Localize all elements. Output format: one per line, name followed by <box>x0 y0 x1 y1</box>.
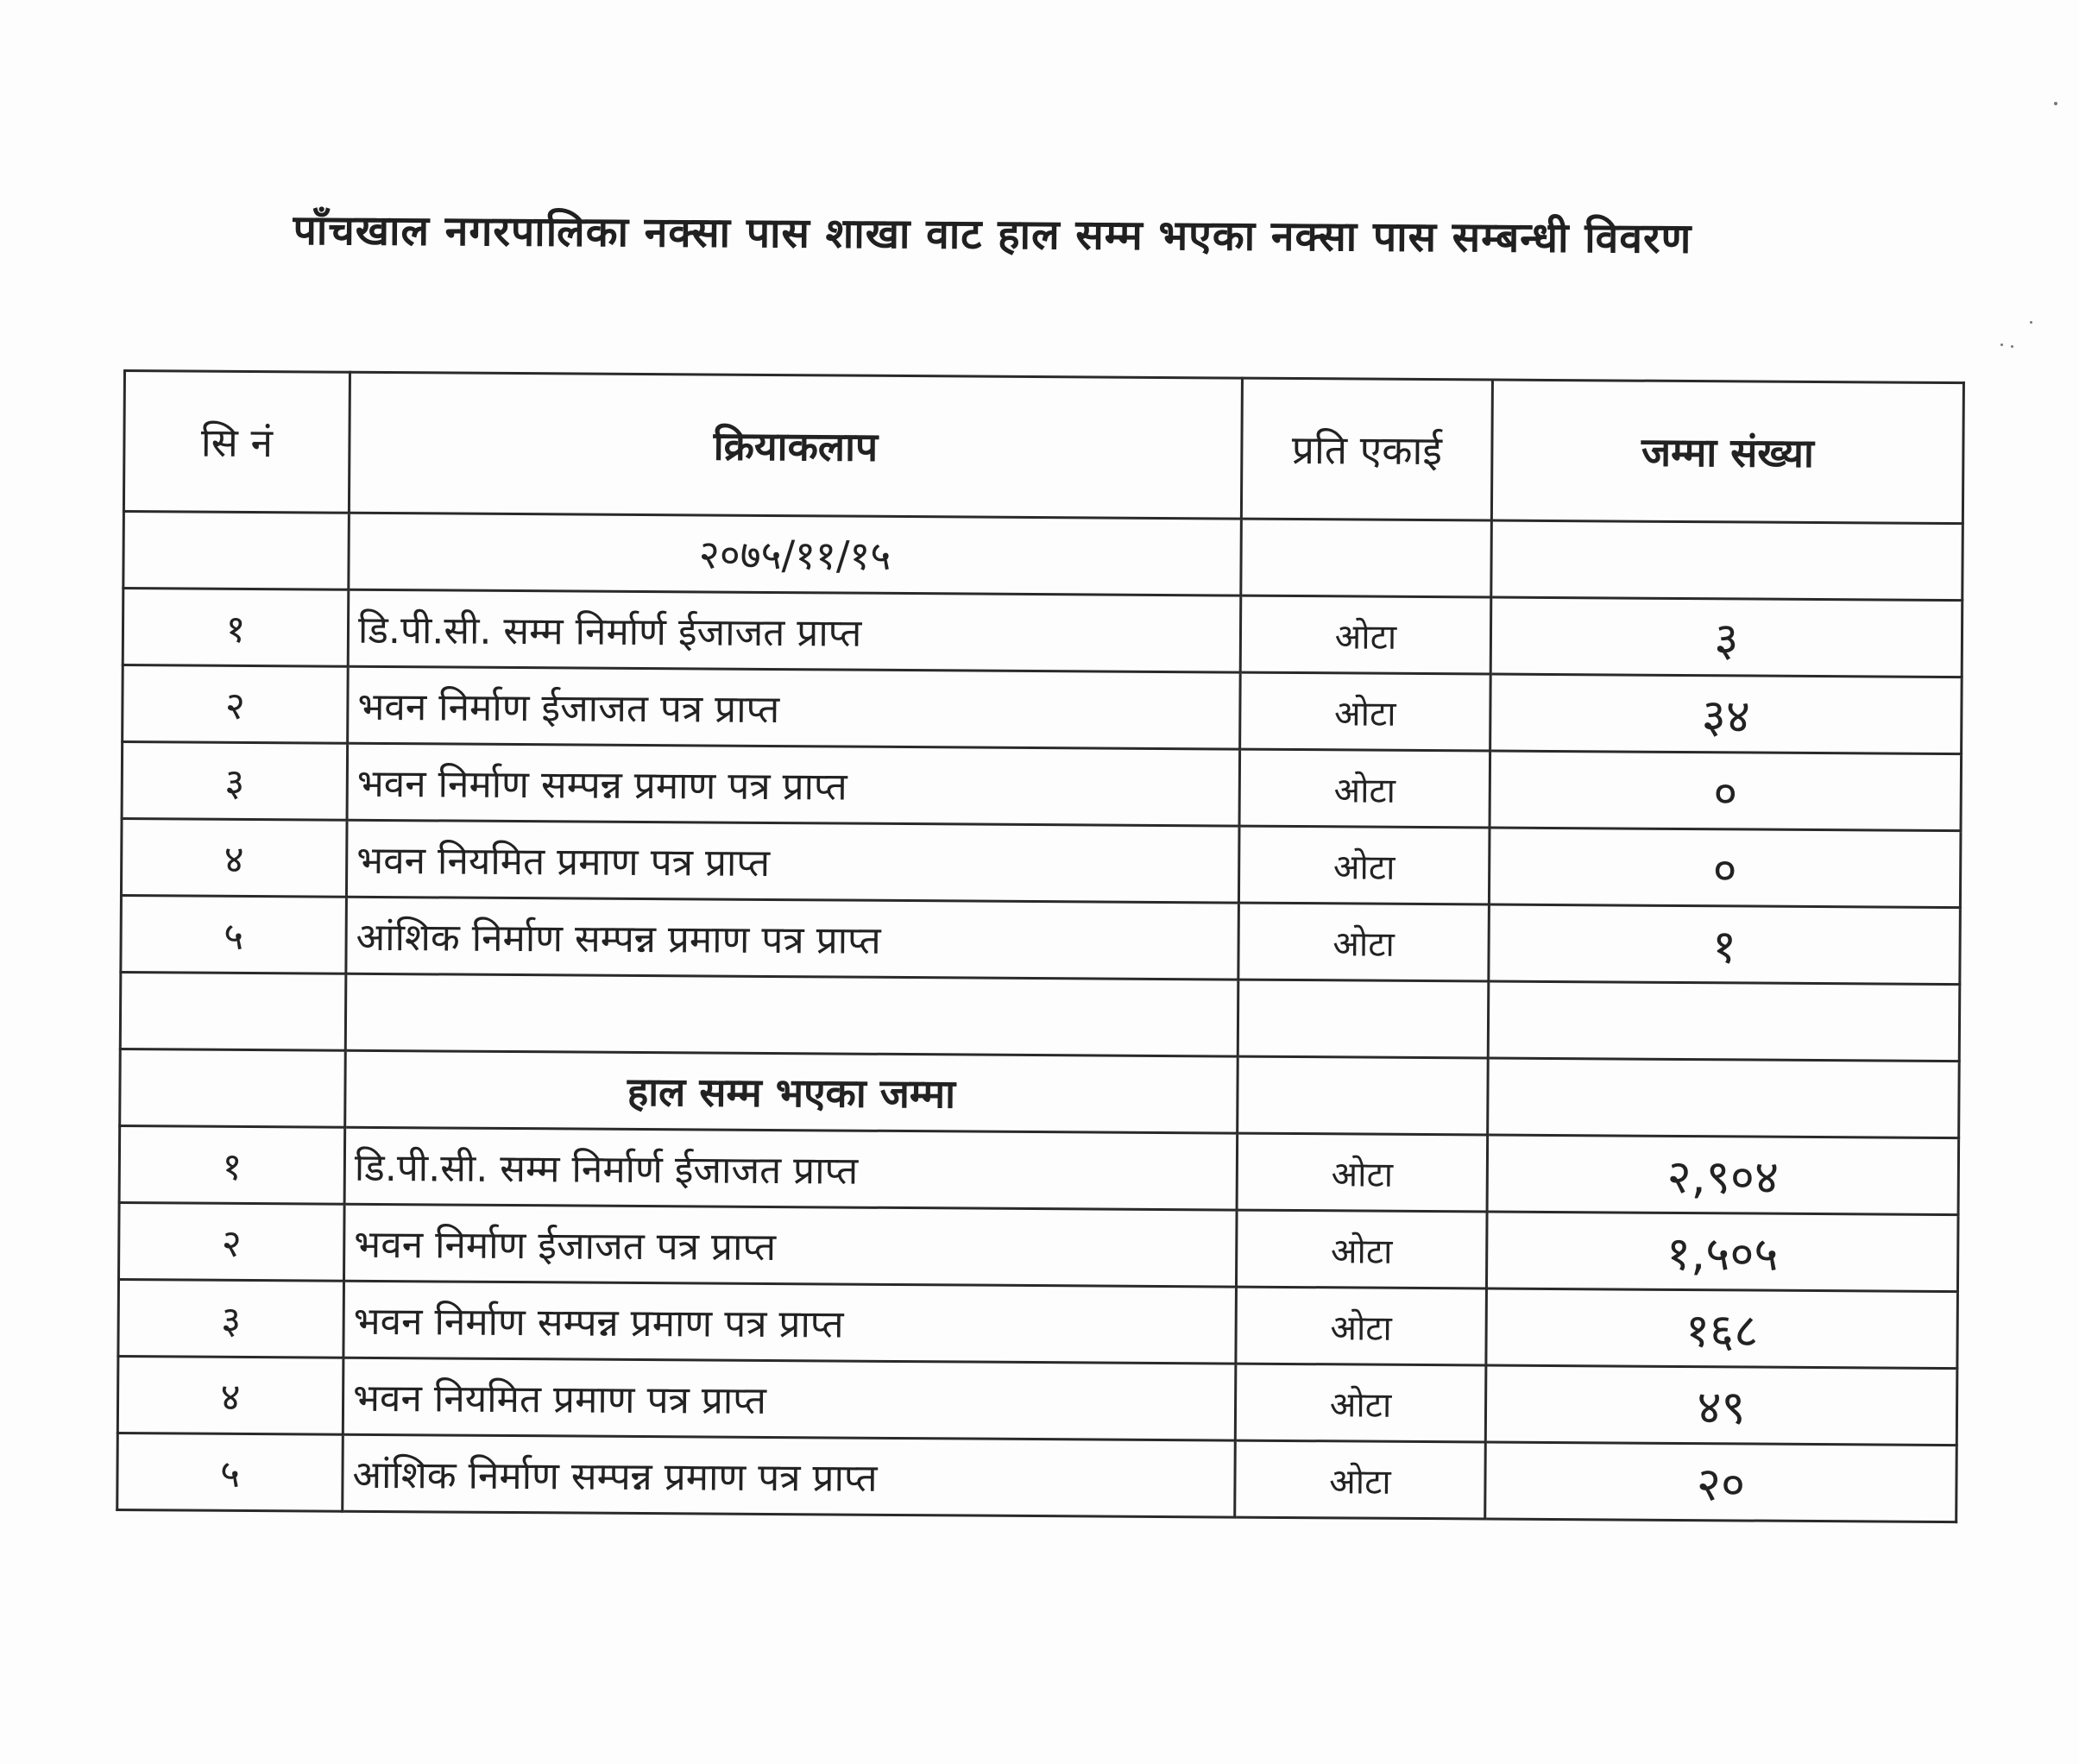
row-total: ० <box>1490 751 1962 831</box>
table-row <box>117 1433 1957 1521</box>
row-activity: भवन निर्माण ईजाजत पत्र प्राप्त <box>348 666 1241 749</box>
row-activity: भवन नियमित प्रमाण पत्र प्राप्त <box>346 820 1239 903</box>
row-total: ३ <box>1490 597 1962 677</box>
table-row <box>117 1356 1957 1445</box>
row-serial-number: ५ <box>117 1433 343 1511</box>
row-serial-number: १ <box>119 1125 345 1204</box>
empty-cell <box>1488 981 1960 1062</box>
row-total: १ <box>1489 904 1961 985</box>
document-title: पाँचखाल नगरपालिका नक्सा पास शाखा वाट हाल सम्म भएका नक्सा पास सम्बन्धी विवरण <box>293 205 1692 263</box>
header-serial-number: सि नं <box>123 371 350 513</box>
empty-cell <box>123 512 350 590</box>
table-row <box>121 818 1961 907</box>
row-unit: ओटा <box>1240 672 1491 751</box>
row-unit: ओटा <box>1239 749 1490 828</box>
table-container <box>116 369 1936 1523</box>
empty-cell <box>1241 519 1492 597</box>
row-serial-number: ४ <box>121 818 347 897</box>
table-header-row <box>123 371 1963 524</box>
scan-speck <box>2030 321 2032 324</box>
scan-speck <box>2054 102 2057 105</box>
header-total: जम्मा संख्या <box>1491 380 1963 524</box>
row-unit: ओटा <box>1235 1440 1486 1519</box>
row-activity: डि.पी.सी. सम्म निर्मार्ण ईजाजत प्राप्त <box>348 589 1241 672</box>
empty-cell <box>120 1049 346 1127</box>
section-cumulative-label: हाल सम्म भएका जम्मा <box>345 1050 1238 1133</box>
table-row <box>118 1279 1958 1368</box>
header-unit: प्रति एकाई <box>1241 378 1492 520</box>
row-total: ४९ <box>1485 1365 1957 1446</box>
row-serial-number: २ <box>119 1202 345 1281</box>
row-activity: आंशिक निर्माण सम्पन्न प्रमाण पत्र प्राप्त <box>343 1434 1236 1517</box>
section-date-row <box>123 512 1963 601</box>
table-row <box>121 895 1961 984</box>
empty-cell <box>345 973 1238 1056</box>
row-activity: भवन निर्माण सम्पन्न प्रमाण पत्र प्राप्त <box>347 743 1240 826</box>
row-serial-number: ३ <box>118 1279 344 1358</box>
row-serial-number: ३ <box>122 742 348 821</box>
row-serial-number: १ <box>123 589 349 667</box>
row-total: ३४ <box>1490 674 1962 754</box>
empty-cell <box>1238 1056 1489 1135</box>
row-total: ० <box>1489 828 1961 908</box>
empty-cell <box>1491 520 1963 601</box>
row-serial-number: २ <box>123 665 349 744</box>
row-activity: भवन नियमित प्रमाण पत्र प्राप्त <box>343 1358 1236 1440</box>
row-total: १,५०५ <box>1486 1212 1958 1292</box>
row-total: १६८ <box>1486 1288 1958 1369</box>
table-row <box>123 589 1962 677</box>
row-total: २,९०४ <box>1487 1135 1959 1215</box>
row-unit: ओटा <box>1235 1364 1486 1442</box>
table-row <box>119 1202 1959 1291</box>
scan-speck <box>2011 345 2013 348</box>
table-row <box>123 665 1962 754</box>
scan-speck <box>2000 343 2003 346</box>
row-unit: ओटा <box>1238 826 1490 904</box>
row-unit: ओटा <box>1237 1133 1488 1212</box>
row-unit: ओटा <box>1238 903 1490 981</box>
empty-cell <box>1238 980 1489 1058</box>
row-total: २० <box>1485 1442 1957 1522</box>
header-activity: क्रियाकलाप <box>349 372 1242 519</box>
section-cumulative-row <box>120 1049 1960 1137</box>
row-activity: आंशिक निर्माण सम्पन्न प्रमाण पत्र प्राप्त <box>346 897 1239 980</box>
blank-row <box>120 972 1960 1061</box>
building-permit-table <box>116 369 1965 1523</box>
row-unit: ओटा <box>1236 1287 1487 1365</box>
row-activity: भवन निर्माण सम्पन्न प्रमाण पत्र प्राप्त <box>343 1281 1237 1364</box>
empty-cell <box>120 972 346 1050</box>
section-date-label: २०७५/११/१५ <box>349 513 1242 595</box>
table-row <box>119 1125 1959 1214</box>
row-serial-number: ४ <box>117 1356 343 1434</box>
row-unit: ओटा <box>1240 595 1491 674</box>
empty-cell <box>1488 1058 1960 1138</box>
row-unit: ओटा <box>1236 1210 1487 1288</box>
row-serial-number: ५ <box>121 895 347 973</box>
table-row <box>122 742 1962 831</box>
row-activity: डि.पी.सी. सम्म निर्मार्ण ईजाजत प्राप्त <box>344 1127 1238 1210</box>
row-activity: भवन निर्माण ईजाजत पत्र प्राप्त <box>344 1204 1238 1287</box>
